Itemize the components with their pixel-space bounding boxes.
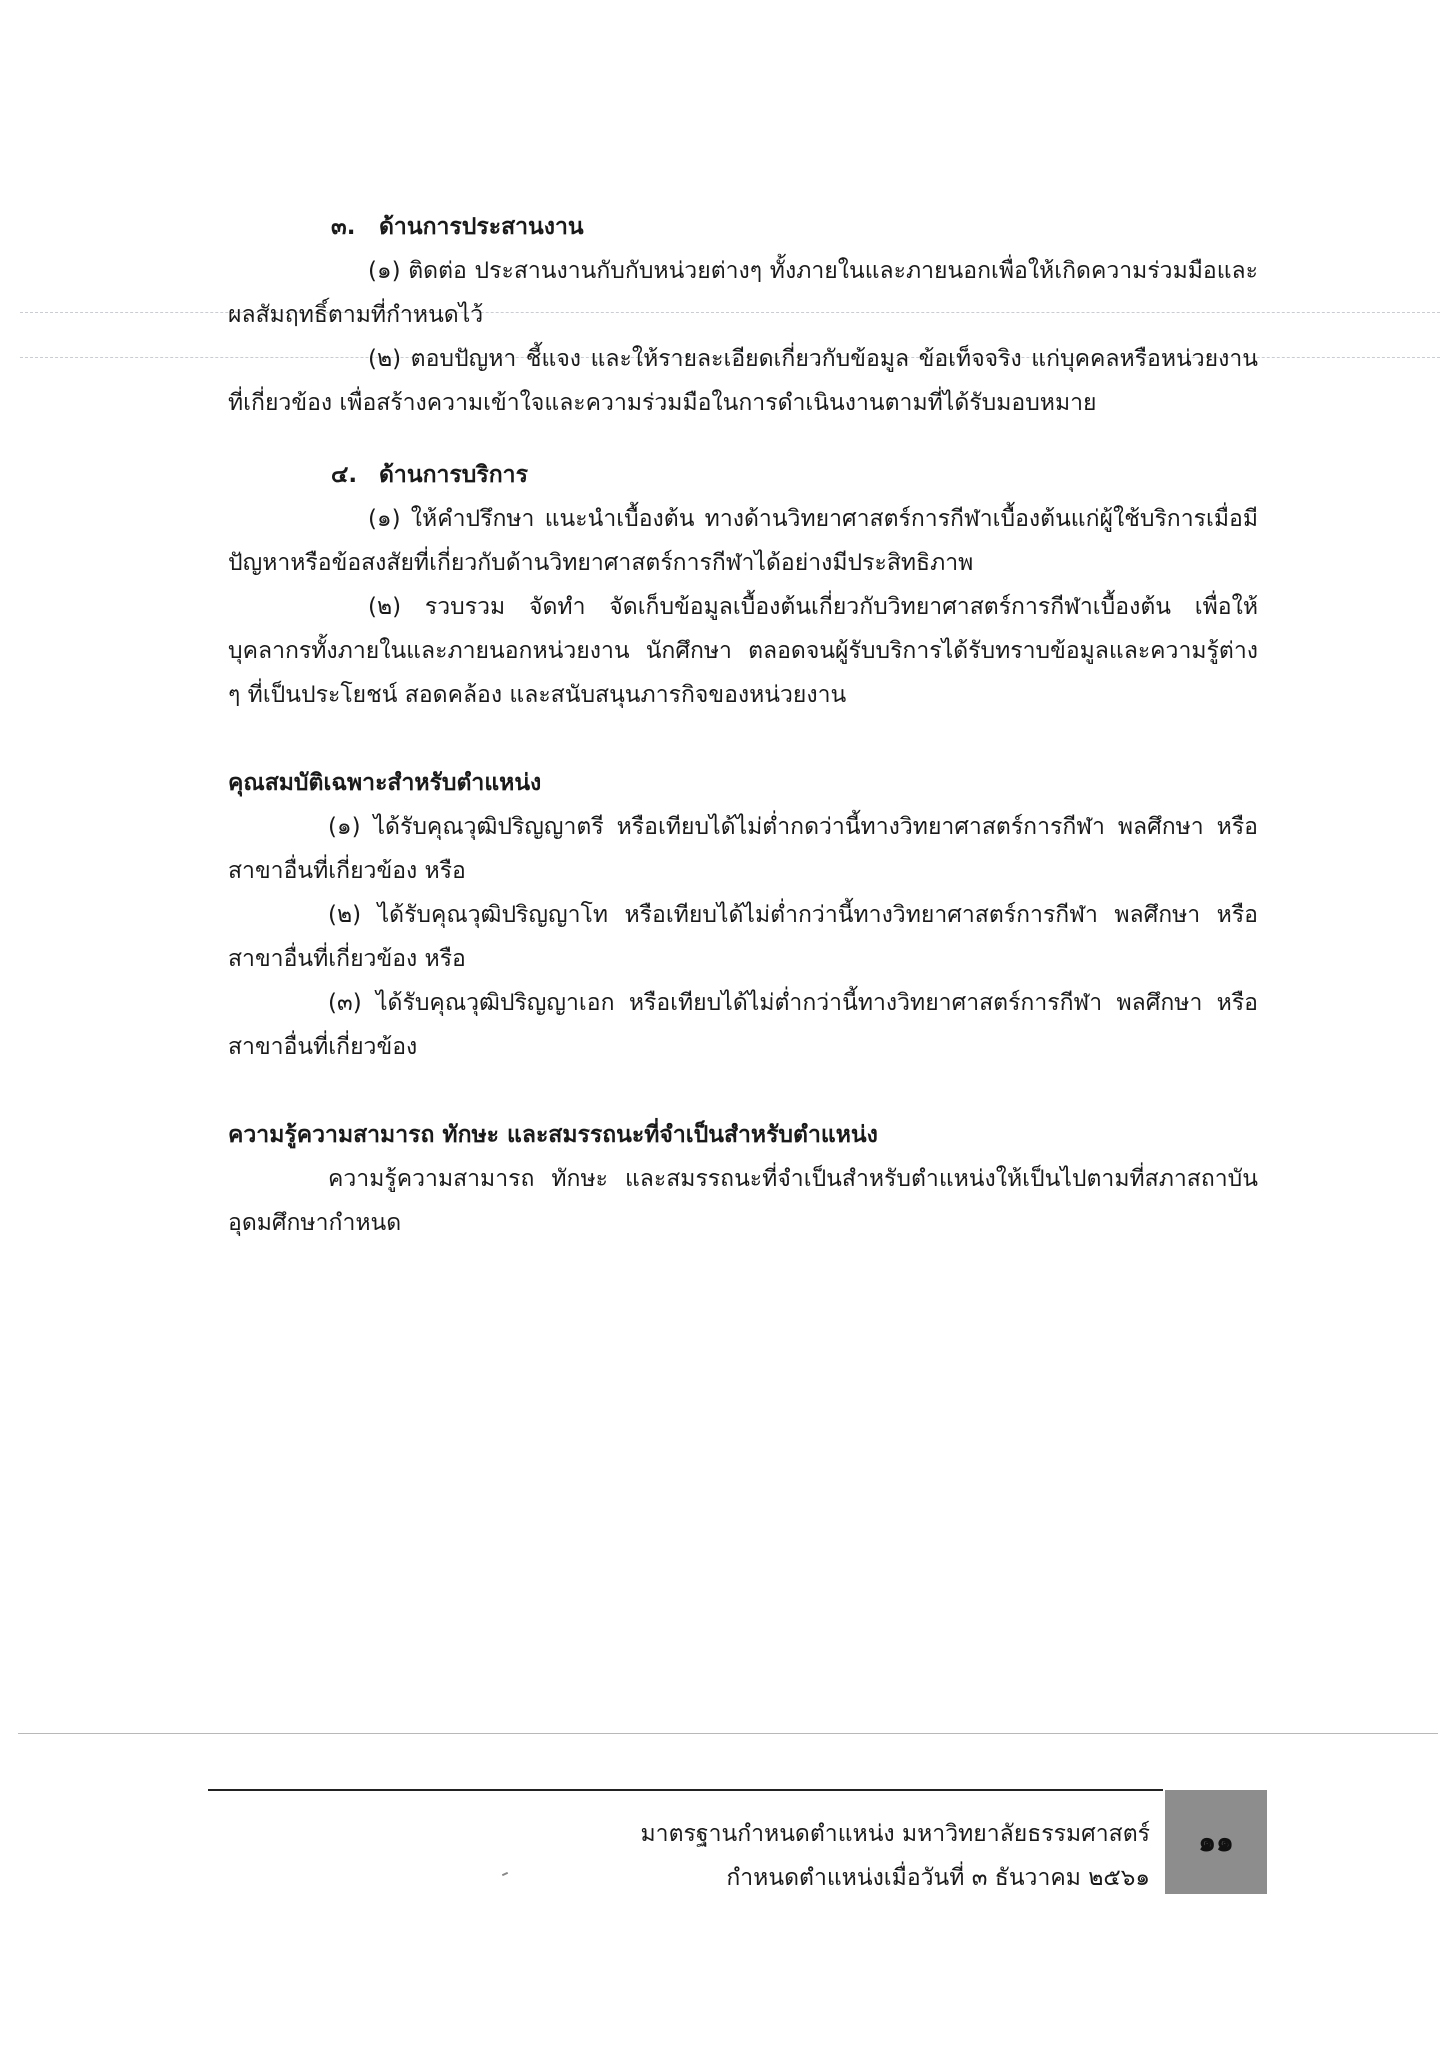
footer-title: มาตรฐานกำหนดตำแหน่ง มหาวิทยาลัยธรรมศาสตร์ (640, 1821, 1150, 1847)
qualification-item: (๓) ได้รับคุณวุฒิปริญญาเอก หรือเทียบได้ไม่ต่ำกว่านี้ทางวิทยาศาสตร์การกีฬา พลศึกษา หรือสาขาอื่นที่เกี่ยวข้อง (228, 990, 1258, 1060)
section-title: ด้านการบริการ (379, 462, 528, 488)
section-number: ๔. (331, 462, 358, 488)
section-number: ๓. (331, 214, 356, 240)
qualification-item: (๒) ได้รับคุณวุฒิปริญญาโท หรือเทียบได้ไม่ต่ำกว่านี้ทางวิทยาศาสตร์การกีฬา พลศึกษา หรือสาขาอื่นที่เกี่ยวข้อง หรือ (228, 902, 1258, 972)
footer-divider (18, 1733, 1438, 1734)
footer-rule (208, 1789, 1163, 1791)
competency-heading: ความรู้ความสามารถ ทักษะ และสมรรถนะที่จำเป็นสำหรับตำแหน่ง (228, 1122, 878, 1148)
paragraph: (๒) ตอบปัญหา ชี้แจง และให้รายละเอียดเกี่ยวกับข้อมูล ข้อเท็จจริง แก่บุคคลหรือหน่วยงานที่เกี่ยวข้อง เพื่อสร้างความเข้าใจและความร่วมมือในการดำเนินงานตามที่ได้รับมอบหมาย (228, 346, 1258, 416)
paragraph: (๑) ติดต่อ ประสานงานกับกับหน่วยต่างๆ ทั้งภายในและภายนอกเพื่อให้เกิดความร่วมมือและผลสัมฤทธิ์ตามที่กำหนดไว้ (228, 258, 1258, 328)
section-heading-service (228, 453, 1258, 497)
paragraph: (๑) ให้คำปรึกษา แนะนำเบื้องต้น ทางด้านวิทยาศาสตร์การกีฬาเบื้องต้นแก่ผู้ใช้บริการเมื่อมีปัญหาหรือข้อสงสัยที่เกี่ยวกับด้านวิทยาศาสตร์การกีฬาได้อย่างมีประสิทธิภาพ (228, 506, 1258, 576)
footer-date: กำหนดตำแหน่งเมื่อวันที่ ๓ ธันวาคม ๒๕๖๑ (726, 1865, 1150, 1891)
document-body (228, 205, 1258, 1245)
competency-text: ความรู้ความสามารถ ทักษะ และสมรรถนะที่จำเป็นสำหรับตำแหน่งให้เป็นไปตามที่สภาสถาบันอุดมศึกษากำหนด (228, 1166, 1258, 1236)
page-number: ๑๑ (1198, 1825, 1234, 1858)
footer (500, 1812, 1150, 1900)
section-title: ด้านการประสานงาน (379, 214, 584, 240)
page-number-tab (1165, 1790, 1267, 1894)
qualifications-heading: คุณสมบัติเฉพาะสำหรับตำแหน่ง (228, 770, 542, 796)
qualification-item: (๑) ได้รับคุณวุฒิปริญญาตรี หรือเทียบได้ไม่ต่ำกดว่านี้ทางวิทยาศาสตร์การกีฬา พลศึกษา หรือสาขาอื่นที่เกี่ยวข้อง หรือ (228, 814, 1258, 884)
paragraph: (๒) รวบรวม จัดทำ จัดเก็บข้อมูลเบื้องต้นเกี่ยวกับวิทยาศาสตร์การกีฬาเบื้องต้น เพื่อให้บุคลากรทั้งภายในและภายนอกหน่วยงาน นักศึกษา ตลอดจนผู้รับบริการได้รับทราบข้อมูลและความรู้ต่าง ๆ ที่เป็นประโยชน์ สอดคล้อง และสนับสนุนภารกิจของหน่วยงาน (228, 594, 1258, 708)
section-heading-coordination (228, 205, 1258, 249)
